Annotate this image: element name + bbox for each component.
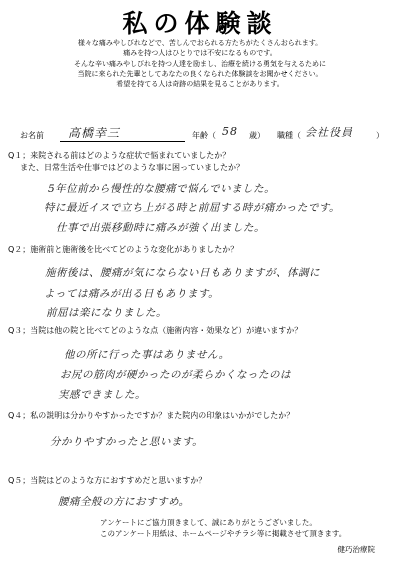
- intro-line: そんな辛い痛みやしびれを持つ人達を励まし、治療を続ける勇気を与えるために: [74, 59, 326, 68]
- intro-line: 希望を持てる人は奇跡の結果を見ることがあります。: [116, 80, 284, 89]
- age-unit: 歳）: [249, 131, 265, 140]
- job-value: 会社役員: [305, 126, 353, 139]
- footer-line: このアンケート用紙は、ホームページやチラシ等に掲載させて頂きます。: [100, 529, 347, 538]
- answer-3-line: 実感できました。: [58, 389, 146, 401]
- answer-1-line: 5年位前から慢性的な腰痛で悩んでいました。: [48, 183, 276, 195]
- question-3-line: Q３；当院は他の院と比べてどのような点（施術内容・効果など）が違いますか？: [8, 326, 303, 335]
- answer-3-line: お尻の筋肉が硬かったのが柔らかくなったのは: [60, 369, 291, 381]
- name-label: お名前: [20, 131, 44, 140]
- question-2: [8, 244, 238, 256]
- question-5: [8, 475, 206, 487]
- question-2-line: Q２；施術前と施術後を比べてどのような変化がありましたか？: [8, 245, 239, 254]
- question-4: [8, 410, 294, 422]
- answer-3-line: 他の所に行った事はありません。: [64, 349, 230, 361]
- question-3: [8, 325, 302, 337]
- footer-line: アンケートにご協力頂きまして、誠にありがとうございました。: [100, 518, 317, 527]
- answer-1-line: 特に最近イスで立ち上がる時と前屈する時が痛かったです。: [44, 202, 341, 214]
- age-value: 58: [222, 125, 238, 138]
- intro-text: [20, 38, 380, 89]
- question-4-line: Q４；私の説明は分かりやすかったですか？また院内の印象はいかがでしたか？: [8, 411, 295, 420]
- name-value: 高橋幸三: [68, 126, 121, 140]
- question-1: [8, 150, 244, 174]
- answer-2-line: 前屈は楽になりました。: [46, 307, 167, 319]
- answer-5-line: 腰痛全般の方におすすめ。: [58, 496, 190, 508]
- question-1-line: Q１；来院される前はどのような症状で悩まれていましたか？: [8, 151, 231, 160]
- intro-line: 当院に来られた先輩としてあなたの良くなられた体験談をお聞かせください。: [77, 69, 323, 78]
- respondent-info: [20, 127, 390, 143]
- name-underline: [60, 141, 185, 142]
- question-1-line: また、日常生活や仕事ではどのような事に困っていましたか？: [20, 163, 244, 172]
- page-title: 私の体験談: [122, 9, 278, 38]
- intro-line: 痛みを持つ人はひとりでは不安になるものです。: [123, 49, 277, 58]
- answer-1-line: 仕事で出張移動時に痛みが強く出ました。: [56, 222, 265, 234]
- question-5-line: Q５；当院はどのような方におすすめだと思いますか？: [8, 476, 207, 485]
- intro-line: 様々な痛みやしびれなどで、苦しんでおられる方たちがたくさんおられます。: [77, 39, 323, 47]
- answer-2-line: よっては痛みが出る日もあります。: [44, 288, 220, 300]
- job-close: ）: [376, 131, 384, 140]
- answer-4-line: 分かりやすかったと思います。: [50, 436, 204, 448]
- footer-note: [100, 517, 346, 539]
- clinic-name: 健巧治療院: [337, 545, 375, 554]
- age-label: 年齢（: [192, 131, 216, 140]
- answer-2-line: 施術後は、腰痛が気にならない日もありますが、体調に: [45, 267, 320, 279]
- job-label: 職種（: [277, 131, 301, 140]
